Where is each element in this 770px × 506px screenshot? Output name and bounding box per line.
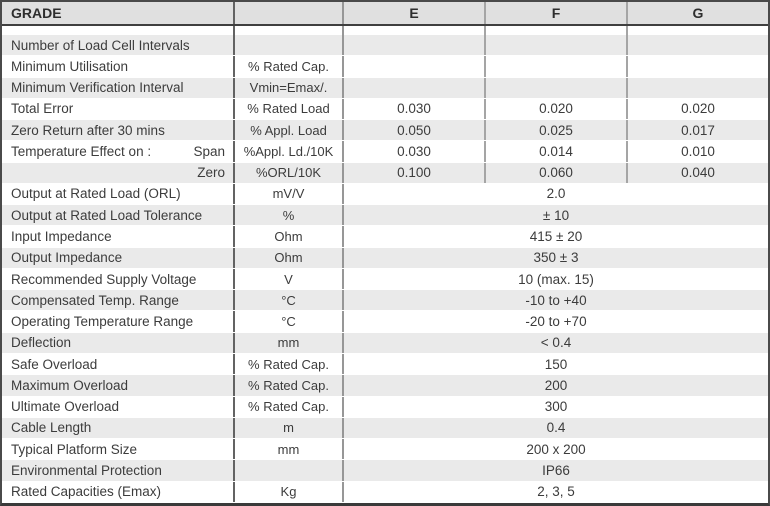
row-span-value: < 0.4 xyxy=(540,335,572,351)
row-span-value: 300 xyxy=(544,399,568,415)
row-span-value: IP66 xyxy=(542,462,570,478)
table-row xyxy=(2,311,768,332)
row-span-value: 2, 3, 5 xyxy=(537,484,575,500)
row-value xyxy=(344,35,486,55)
row-value xyxy=(344,78,486,98)
table-row xyxy=(2,99,768,120)
table-row xyxy=(2,78,768,99)
row-unit: % Rated Cap. xyxy=(235,397,344,417)
row-unit: Vmin=Emax/. xyxy=(235,78,344,98)
row-unit: % Appl. Load xyxy=(235,120,344,140)
row-label: Minimum Verification Interval xyxy=(2,78,235,98)
table-row xyxy=(2,248,768,269)
spacer-g-cell xyxy=(628,26,768,35)
row-label xyxy=(2,141,235,161)
row-unit: mm xyxy=(235,439,344,459)
header-col-f: F xyxy=(486,2,628,24)
spacer-label-cell xyxy=(2,26,235,35)
row-value: 0.100 xyxy=(344,163,486,183)
table-row xyxy=(2,439,768,460)
table-row xyxy=(2,460,768,481)
row-label: Minimum Utilisation xyxy=(2,56,235,76)
row-span-value: ± 10 xyxy=(542,207,570,223)
row-value: 0.040 xyxy=(681,165,715,181)
table-row xyxy=(2,120,768,141)
row-unit: mm xyxy=(235,333,344,353)
row-span-value: 350 ± 3 xyxy=(533,250,579,266)
table-row xyxy=(2,226,768,247)
row-unit xyxy=(235,35,344,55)
row-span-value: 150 xyxy=(544,356,568,372)
row-span-value: 200 xyxy=(544,377,568,393)
table-row xyxy=(2,397,768,418)
row-value xyxy=(628,35,768,55)
header-col-g: G xyxy=(692,5,704,21)
row-span-value: 2.0 xyxy=(546,186,566,202)
row-value xyxy=(628,78,768,98)
row-label: Input Impedance xyxy=(2,226,235,246)
row-value: 0.050 xyxy=(344,120,486,140)
row-value: 0.010 xyxy=(681,143,715,159)
row-value xyxy=(628,56,768,76)
row-value: 0.060 xyxy=(486,163,628,183)
row-value: 0.025 xyxy=(486,120,628,140)
row-label: Recommended Supply Voltage xyxy=(2,269,235,289)
row-label: Output Impedance xyxy=(2,248,235,268)
row-unit: % Rated Cap. xyxy=(235,375,344,395)
table-row xyxy=(2,482,768,503)
table-row xyxy=(2,354,768,375)
row-label xyxy=(2,163,235,183)
row-label: Zero Return after 30 mins xyxy=(2,120,235,140)
table-row xyxy=(2,269,768,290)
row-label-text: Temperature Effect on : xyxy=(11,143,152,159)
spacer-e-cell xyxy=(344,26,486,35)
row-label: Total Error xyxy=(2,99,235,119)
row-unit: Ohm xyxy=(235,226,344,246)
header-spacer-row xyxy=(2,26,768,35)
row-label: Safe Overload xyxy=(2,354,235,374)
row-value xyxy=(486,78,628,98)
row-span-value: -10 to +40 xyxy=(525,292,587,308)
row-unit: %ORL/10K xyxy=(235,163,344,183)
row-label: Ultimate Overload xyxy=(2,397,235,417)
row-label: Output at Rated Load (ORL) xyxy=(2,184,235,204)
row-value: 0.030 xyxy=(344,99,486,119)
table-row xyxy=(2,333,768,354)
header-unit-cell xyxy=(235,2,344,24)
row-label: Deflection xyxy=(2,333,235,353)
row-span-value: 200 x 200 xyxy=(526,441,586,457)
row-sublabel: Zero xyxy=(197,165,225,181)
row-span-value: 415 ± 20 xyxy=(529,229,583,245)
spacer-unit-cell xyxy=(235,26,344,35)
row-label: Rated Capacities (Emax) xyxy=(2,482,235,502)
row-unit: °C xyxy=(235,311,344,331)
row-value: 0.014 xyxy=(486,141,628,161)
header-col-e: E xyxy=(344,2,486,24)
table-row xyxy=(2,141,768,162)
row-span-value: 0.4 xyxy=(546,420,566,436)
row-unit: Kg xyxy=(235,482,344,502)
row-label: Operating Temperature Range xyxy=(2,311,235,331)
spacer-f-cell xyxy=(486,26,628,35)
table-header xyxy=(2,2,768,26)
table-row xyxy=(2,418,768,439)
row-label: Maximum Overload xyxy=(2,375,235,395)
table-row xyxy=(2,375,768,396)
row-unit: m xyxy=(235,418,344,438)
row-unit: % Rated Load xyxy=(235,99,344,119)
table-row xyxy=(2,205,768,226)
row-label: Environmental Protection xyxy=(2,460,235,480)
row-unit: °C xyxy=(235,290,344,310)
row-label: Output at Rated Load Tolerance xyxy=(2,205,235,225)
row-unit: Ohm xyxy=(235,248,344,268)
row-value xyxy=(486,35,628,55)
row-value: 0.017 xyxy=(681,122,715,138)
row-unit: % Rated Cap. xyxy=(235,56,344,76)
row-label: Typical Platform Size xyxy=(2,439,235,459)
row-unit: mV/V xyxy=(235,184,344,204)
row-sublabel: Span xyxy=(193,143,225,159)
row-unit: %Appl. Ld./10K xyxy=(235,141,344,161)
table-body xyxy=(2,35,768,503)
table-row xyxy=(2,290,768,311)
row-label: Compensated Temp. Range xyxy=(2,290,235,310)
row-label: Number of Load Cell Intervals xyxy=(2,35,235,55)
row-value xyxy=(486,56,628,76)
row-unit: V xyxy=(235,269,344,289)
row-value: 0.020 xyxy=(486,99,628,119)
row-value: 0.030 xyxy=(344,141,486,161)
table-row xyxy=(2,163,768,184)
row-unit xyxy=(235,460,344,480)
row-value: 0.020 xyxy=(681,101,715,117)
table-row xyxy=(2,184,768,205)
header-grade-label: GRADE xyxy=(2,2,235,24)
row-value xyxy=(344,56,486,76)
row-unit: % xyxy=(235,205,344,225)
row-label: Cable Length xyxy=(2,418,235,438)
row-span-value: 10 (max. 15) xyxy=(518,271,594,287)
row-span-value: -20 to +70 xyxy=(525,314,587,330)
table-row xyxy=(2,35,768,56)
row-unit: % Rated Cap. xyxy=(235,354,344,374)
table-row xyxy=(2,56,768,77)
